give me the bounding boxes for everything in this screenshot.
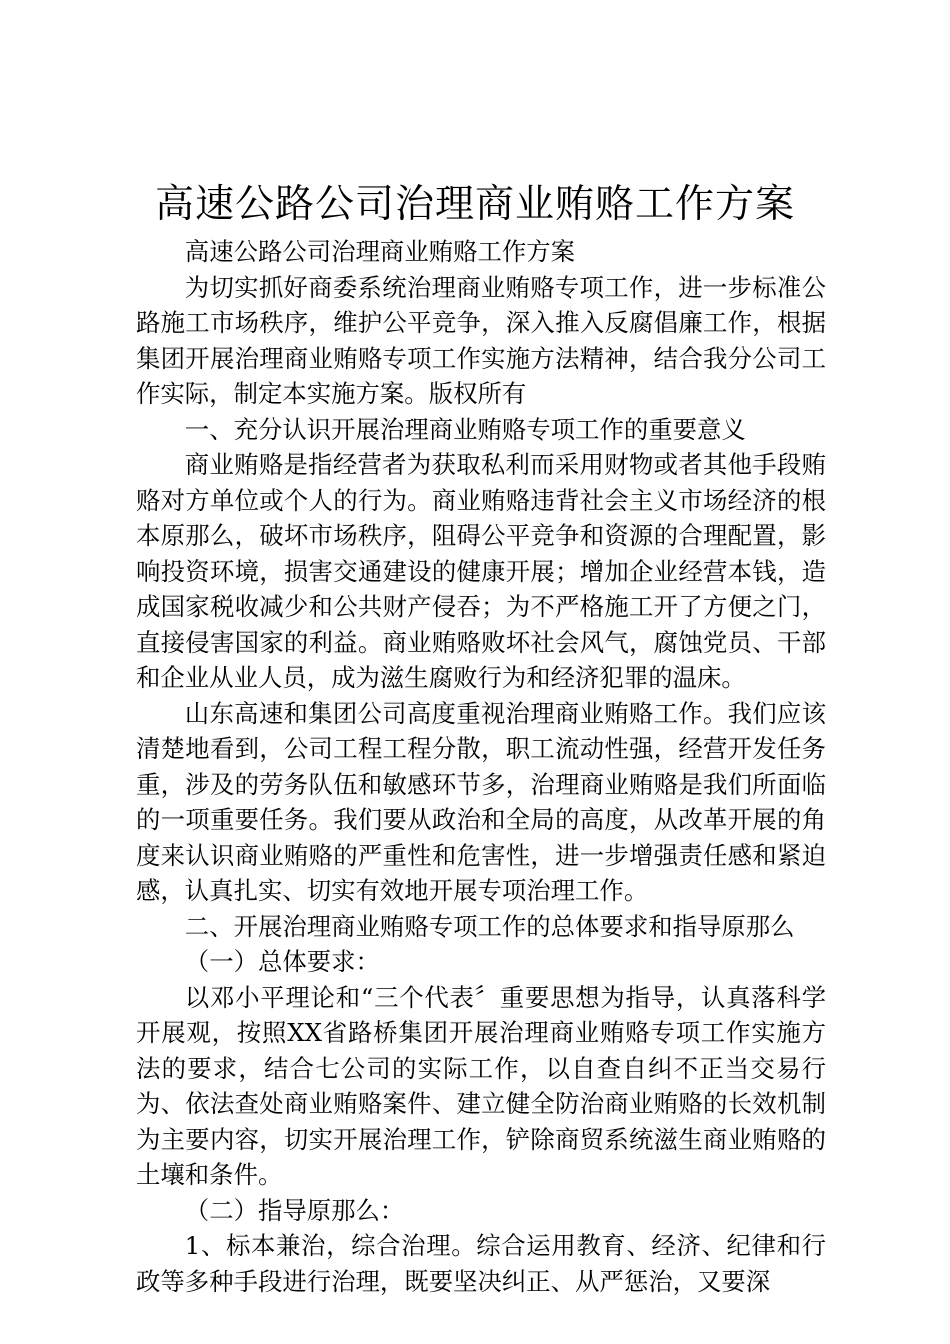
paragraph: 山东高速和集团公司高度重视治理商业贿赂工作。我们应该清楚地看到，公司工程工程分散，职工流动性强，经营开发任务重，涉及的劳务队伍和敏感环节多，治理商业贿赂是我们所面临的一项重要任务。我们要从政治和全局的高度，从改革开展的角度来认识商业贿赂的严重性和危害性，进一步增强责任感和紧迫感，认真扎实、切实有效地开展专项治理工作。 [136, 698, 826, 905]
document-body [136, 234, 826, 1299]
paragraph: 1、标本兼治，综合治理。综合运用教育、经济、纪律和行政等多种手段进行治理，既要坚决纠正、从严惩治，又要深 [136, 1231, 826, 1296]
paragraph-subtitle: 高速公路公司治理商业贿赂工作方案 [184, 237, 576, 266]
subsection-heading: （二）指导原那么： [184, 1195, 405, 1225]
paragraph: 商业贿赂是指经营者为获取私利而采用财物或者其他手段贿赂对方单位或个人的行为。商业贿赂违背社会主义市场经济的根本原那么，破坏市场秩序，阻碍公平竞争和资源的合理配置，影响投资环境，损害交通建设的健康开展；增加企业经营本钱，造成国家税收减少和公共财产侵吞；为不严格施工开了方便之门，直接侵害国家的利益。商业贿赂败坏社会风气，腐蚀党员、干部和企业从业人员，成为滋生腐败行为和经济犯罪的温床。 [136, 450, 826, 692]
document-title: 高速公路公司治理商业贿赂工作方案 [154, 182, 795, 227]
paragraph-intro: 为切实抓好商委系统治理商业贿赂专项工作，进一步标准公路施工市场秩序，维护公平竞争，深入推入反腐倡廉工作，根据集团开展治理商业贿赂专项工作实施方法精神，结合我分公司工作实际，制定本实施方案。版权所有 [136, 272, 826, 408]
section-heading-2: 二、开展治理商业贿赂专项工作的总体要求和指导原那么 [184, 911, 795, 941]
section-heading-1: 一、充分认识开展治理商业贿赂专项工作的重要意义 [184, 414, 746, 444]
paragraph: 以邓小平理论和“三个代表〞重要思想为指导，认真落科学开展观，按照XX省路桥集团开展治理商业贿赂专项工作实施方法的要求，结合七公司的实际工作，以自查自纠不正当交易行为、依法查处商业贿赂案件、建立健全防治商业贿赂的长效机制为主要内容，切实开展治理工作，铲除商贸系统滋生商业贿赂的土壤和条件。 [136, 982, 826, 1189]
subsection-heading: （一）总体要求： [184, 947, 380, 976]
